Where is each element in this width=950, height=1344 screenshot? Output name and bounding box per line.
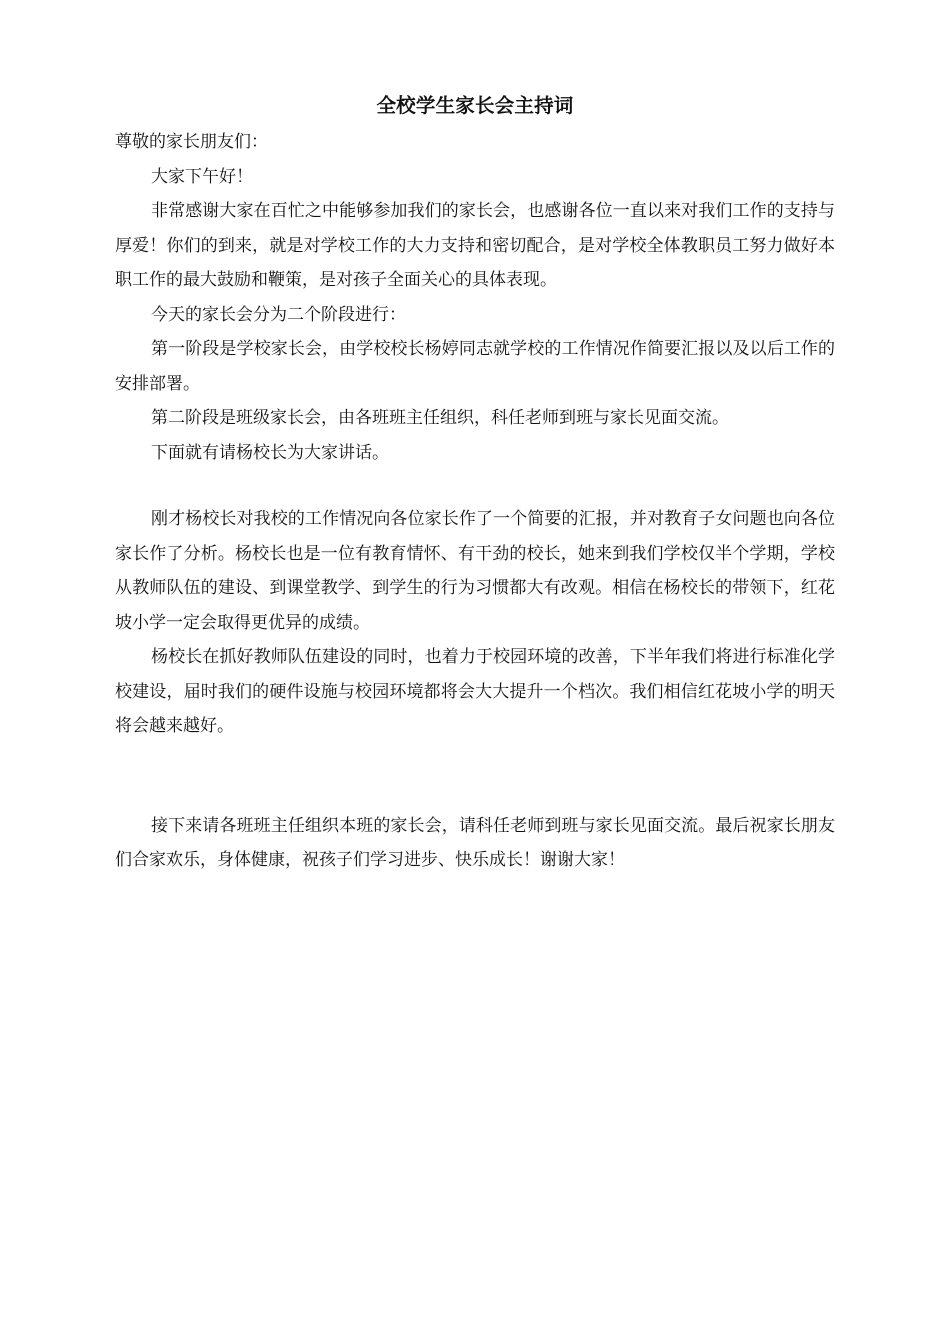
paragraph-thanks: 非常感谢大家在百忙之中能够参加我们的家长会，也感谢各位一直以来对我们工作的支持与厚爱！你们的到来，就是对学校工作的大力支持和密切配合，是对学校全体教职员工努力做好本职工作的最大鼓励和鞭策，是对孩子全面关心的具体表现。 [115, 201, 835, 290]
document-title: 全校学生家长会主持词 [376, 94, 574, 117]
paragraph-greeting: 大家下午好！ [151, 166, 253, 187]
paragraph-campus-improvement: 杨校长在抓好教师队伍建设的同时，也着力于校园环境的改善，下半年我们将进行标准化学校建设，届时我们的硬件设施与校园环境都将会大大提升一个档次。我们相信红花坡小学的明天将会越来越好。 [115, 647, 835, 736]
paragraph-principal-summary: 刚才杨校长对我校的工作情况向各位家长作了一个简要的汇报，并对教育子女问题也向各位家长作了分析。杨校长也是一位有教育情怀、有干劲的校长，她来到我们学校仅半个学期，学校从教师队伍的建设、到课堂教学、到学生的行为习惯都大有改观。相信在杨校长的带领下，红花坡小学一定会取得更优异的成绩。 [115, 509, 835, 633]
paragraph-stage-two: 第二阶段是班级家长会，由各班班主任组织，科任老师到班与家长见面交流。 [151, 408, 729, 428]
salutation: 尊敬的家长朋友们： [115, 132, 268, 152]
document-body [115, 91, 835, 878]
paragraph-stages-intro: 今天的家长会分为二个阶段进行： [151, 304, 406, 325]
paragraph-closing: 接下来请各班班主任组织本班的家长会，请科任老师到班与家长见面交流。最后祝家长朋友们合家欢乐，身体健康，祝孩子们学习进步、快乐成长！谢谢大家！ [115, 815, 835, 870]
paragraph-stage-one: 第一阶段是学校家长会，由学校校长杨婷同志就学校的工作情况作简要汇报以及以后工作的安排部署。 [115, 339, 835, 394]
paragraph-invite-principal: 下面就有请杨校长为大家讲话。 [151, 442, 389, 463]
